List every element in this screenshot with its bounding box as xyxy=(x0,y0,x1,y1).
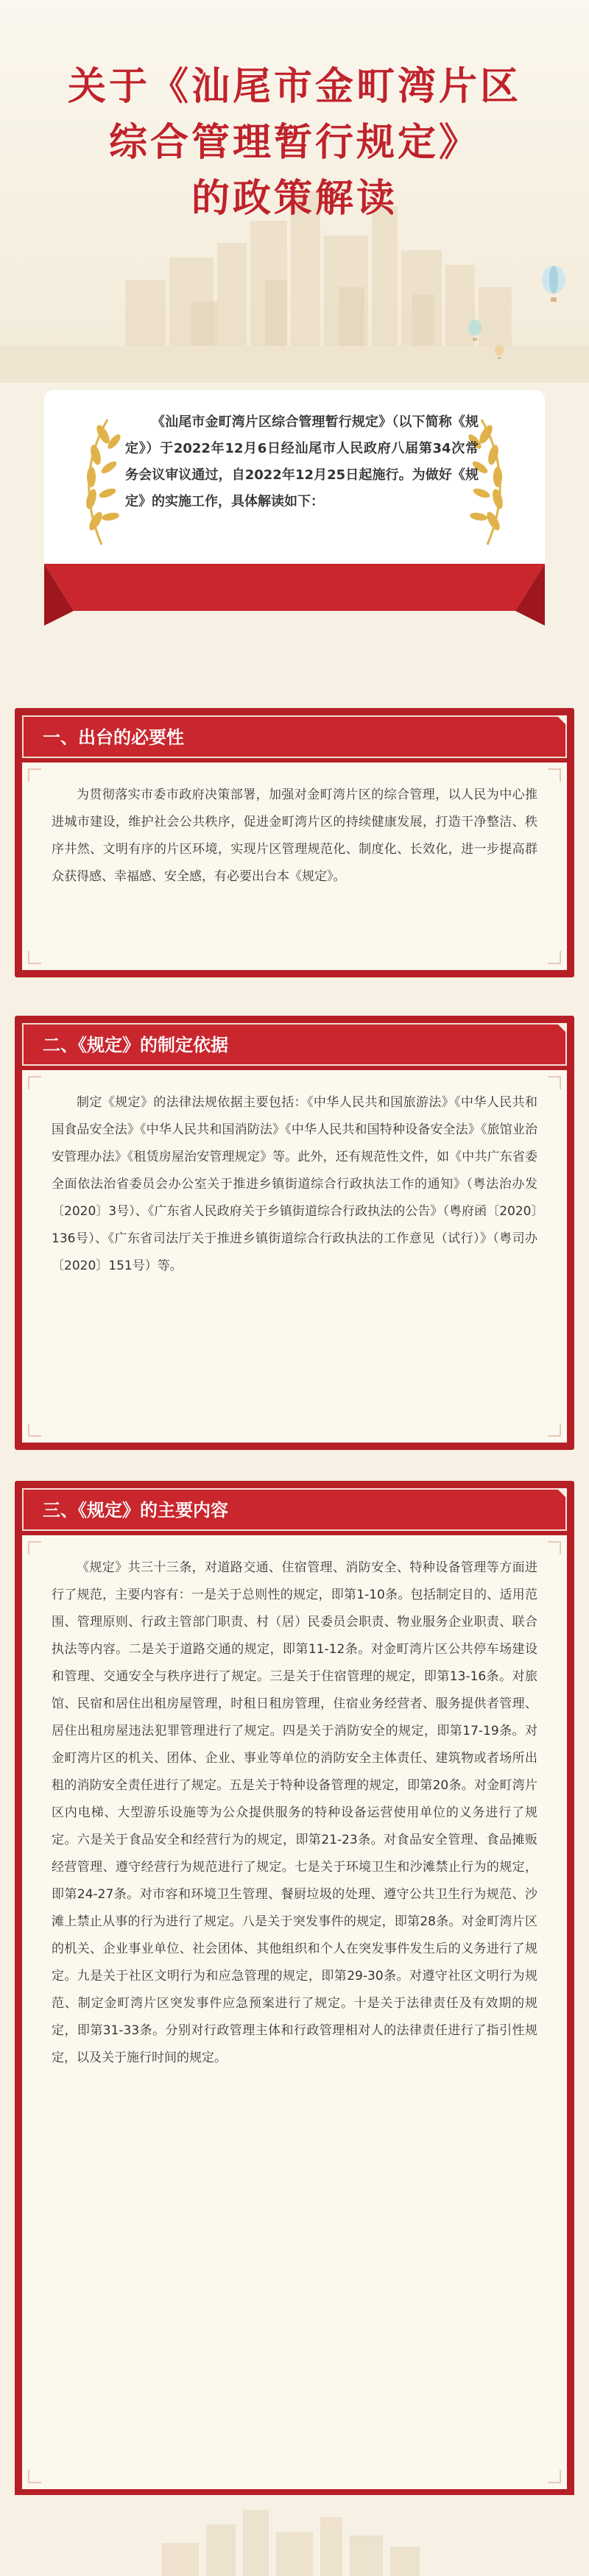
corner-ornament xyxy=(548,768,561,782)
section-paragraph: 为贯彻落实市委市政府决策部署，加强对金町湾片区的综合管理，以人民为中心推进城市建设，维护社会公共秩序，促进金町湾片区的持续健康发展，打造干净整洁、秩序井然、文明有序的片区环境，实现片区管理规范化、制度化、长效化，进一步提高群众获得感、幸福感、安全感，有必要出台本《规定》。 xyxy=(52,788,537,884)
corner-ornament xyxy=(548,2470,561,2483)
section-body xyxy=(22,1535,567,2489)
page-title xyxy=(0,59,589,227)
section-heading: 三、《规定》的主要内容 xyxy=(43,1500,228,1521)
hero-banner xyxy=(0,0,589,383)
intro-text: 《汕尾市金町湾片区综合管理暂行规定》（以下简称《规定》）于2022年12月6日经汕尾市人民政府八届第34次常务会议审议通过，自2022年12月25日起施行。为做好《规定》的实施工作，具体解读如下： xyxy=(125,414,479,509)
section-header xyxy=(22,1023,567,1066)
section-header xyxy=(22,1488,567,1531)
corner-fold xyxy=(557,1023,567,1033)
section-legal-basis xyxy=(15,1016,574,1450)
title-line-1: 关于《汕尾市金町湾片区 xyxy=(67,65,521,109)
corner-ornament xyxy=(548,1541,561,1554)
corner-ornament xyxy=(548,1423,561,1437)
corner-ornament xyxy=(28,2470,41,2483)
corner-ornament xyxy=(28,951,41,964)
footer-skyline-decoration xyxy=(0,2495,589,2576)
section-main-content xyxy=(15,1481,574,2497)
section-paragraph: 《规定》共三十三条，对道路交通、住宿管理、消防安全、特种设备管理等方面进行了规范，主要内容有：一是关于总则性的规定，即第1-10条。包括制定目的、适用范围、管理原则、行政主管部门职责、村（居）民委员会职责、物业服务企业职责、联合执法等内容。二是关于道路交通的规定，即第11-12条。对金町湾片区公共停车场建设和管理、交通安全与秩序进行了规定。三是关于住宿管理的规定，即第13-16条。对旅馆、民宿和居住出租房屋管理，时租日租房管理，住宿业务经营者、服务提供者管理、居住出租房屋违法犯罪管理进行了规定。四是关于消防安全的规定，即第17-19条。对金町湾片区的机关、团体、企业、事业等单位的消防安全主体责任、建筑物或者场所出租的消防安全责任进行了规定。五是关于特种设备管理的规定，即第20条。对金町湾片区内电梯、大型游乐设施等为公众提供服务的特种设备运营使用单位的义务进行了规定。六是关于食品安全和经营行为的规定，即第21-23条。对食品安全管理、食品摊贩经营管理、遵守经营行为规范进行了规定。七是关于环境卫生和沙滩禁止行为的规定，即第24-27条。对市容和环境卫生管理、餐厨垃圾的处理、遵守公共卫生行为规范、沙滩上禁止从事的行为进行了规定。八是关于突发事件的规定，即第28条。对金町湾片区的机关、企业事业单位、社会团体、其他组织和个人在突发事件发生后的义务进行了规定。九是关于社区文明行为和应急管理的规定，即第29-30条。对遵守社区文明行为规范、制定金町湾片区突发事件应急预案进行了规定。十是关于法律责任及有效期的规定，即第31-33条。分别对行政管理主体和行政管理相对人的法律责任进行了指引性规定，以及关于施行时间的规定。 xyxy=(52,1560,537,2065)
section-heading: 二、《规定》的制定依据 xyxy=(43,1035,228,1055)
intro-card xyxy=(44,390,545,626)
corner-fold xyxy=(557,715,567,726)
corner-ornament xyxy=(28,1423,41,1437)
corner-ornament xyxy=(28,1541,41,1554)
corner-ornament xyxy=(548,951,561,964)
corner-ornament xyxy=(28,1076,41,1089)
title-line-2: 综合管理暂行规定》 xyxy=(108,121,480,165)
corner-fold xyxy=(557,1488,567,1498)
section-paragraph: 制定《规定》的法律法规依据主要包括：《中华人民共和国旅游法》《中华人民共和国食品安全法》《中华人民共和国消防法》《中华人民共和国特种设备安全法》《旅馆业治安管理办法》《租赁房屋治安管理规定》等。此外，还有规范性文件，如《中共广东省委全面依法治省委员会办公室关于推进乡镇街道综合行政执法工作的通知》（粤法治办发〔2020〕3号）、《广东省人民政府关于乡镇街道综合行政执法的公告》（粤府函〔2020〕136号）、《广东省司法厅关于推进乡镇街道综合行政执法的工作意见（试行）》（粤司办〔2020〕151号）等。 xyxy=(52,1095,537,1273)
section-body xyxy=(22,1070,567,1443)
title-line-3: 的政策解读 xyxy=(191,177,398,221)
section-necessity xyxy=(15,708,574,977)
corner-ornament xyxy=(548,1076,561,1089)
section-heading: 一、出台的必要性 xyxy=(43,727,184,748)
corner-ornament xyxy=(28,768,41,782)
section-body xyxy=(22,762,567,970)
section-header xyxy=(22,715,567,758)
